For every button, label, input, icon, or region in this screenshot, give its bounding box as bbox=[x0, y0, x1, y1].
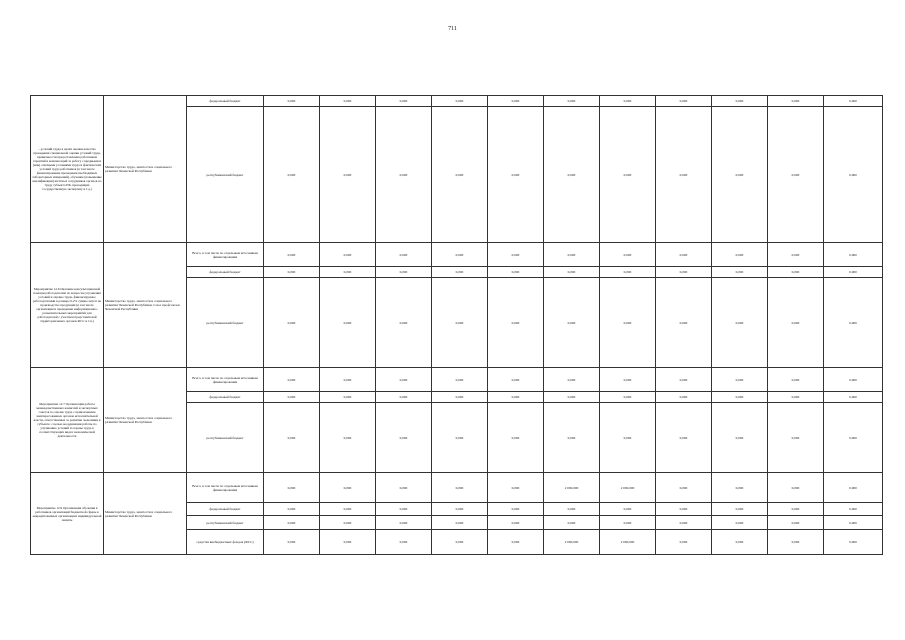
value-cell: 0,000 bbox=[544, 403, 600, 473]
value-cell: 0,000 bbox=[488, 403, 544, 473]
value-cell: 0,000 bbox=[600, 267, 656, 278]
value-cell: 0,000 bbox=[320, 368, 376, 392]
value-cell: 0,000 bbox=[264, 403, 320, 473]
value-cell: 0,000 bbox=[432, 530, 488, 555]
value-cell: 0,000 bbox=[712, 278, 768, 368]
value-cell: 2 000,000 bbox=[544, 473, 600, 503]
value-cell: 0,000 bbox=[656, 473, 712, 503]
value-cell: 0,000 bbox=[376, 243, 432, 267]
value-cell: 0,000 bbox=[432, 267, 488, 278]
value-cell: 0,000 bbox=[768, 107, 824, 243]
value-cell: 0,000 bbox=[712, 267, 768, 278]
value-cell: 0,000 bbox=[376, 403, 432, 473]
value-cell: 0,000 bbox=[320, 392, 376, 403]
value-cell: 0,000 bbox=[376, 516, 432, 530]
value-cell: 0,000 bbox=[432, 473, 488, 503]
value-cell: 0,000 bbox=[488, 392, 544, 403]
value-cell: 0,000 bbox=[712, 392, 768, 403]
value-cell: 0,000 bbox=[264, 392, 320, 403]
value-cell: 0,000 bbox=[264, 96, 320, 107]
value-cell: 0,000 bbox=[376, 503, 432, 516]
value-cell: 0,000 bbox=[376, 392, 432, 403]
value-cell: 0,000 bbox=[432, 392, 488, 403]
value-cell: 0,000 bbox=[656, 503, 712, 516]
value-cell: 0,000 bbox=[712, 516, 768, 530]
value-cell: 0,000 bbox=[600, 243, 656, 267]
value-cell: 0,000 bbox=[432, 503, 488, 516]
value-cell: 0,000 bbox=[544, 516, 600, 530]
event-cell: Мероприятие 12.7 Организация работы межведомственных комиссий и экспертных советов по охране труда с привлечением заинтересованных органов исполнительной власти, ответственных за развитие экономики в субъекте, с целью координации работы по улучшению условий и охраны труда в соответствующих видах экономической деятельности bbox=[31, 368, 104, 473]
value-cell: 0,000 bbox=[320, 516, 376, 530]
funding-source-cell: федеральный бюджет bbox=[187, 503, 264, 516]
value-cell: 0,000 bbox=[264, 530, 320, 555]
value-cell: 0,000 bbox=[824, 403, 883, 473]
budget-table-body bbox=[31, 96, 883, 555]
value-cell: 0,000 bbox=[768, 243, 824, 267]
value-cell: 0,000 bbox=[488, 243, 544, 267]
value-cell: 0,000 bbox=[824, 530, 883, 555]
value-cell: 2 000,000 bbox=[544, 530, 600, 555]
value-cell: 0,000 bbox=[768, 368, 824, 392]
value-cell: 0,000 bbox=[432, 107, 488, 243]
value-cell: 0,000 bbox=[432, 243, 488, 267]
value-cell: 0,000 bbox=[264, 503, 320, 516]
funding-source-cell: республиканский бюджет bbox=[187, 403, 264, 473]
table-row bbox=[31, 473, 883, 503]
value-cell: 0,000 bbox=[264, 243, 320, 267]
value-cell: 0,000 bbox=[768, 530, 824, 555]
value-cell: 0,000 bbox=[264, 368, 320, 392]
value-cell: 0,000 bbox=[712, 96, 768, 107]
value-cell: 0,000 bbox=[656, 96, 712, 107]
value-cell: 0,000 bbox=[600, 403, 656, 473]
value-cell: 0,000 bbox=[376, 96, 432, 107]
value-cell: 0,000 bbox=[376, 368, 432, 392]
executor-cell: Министерство труда, занятости и социального развития Чеченской Республики, Союз профсоюзов Чеченской Республики bbox=[104, 243, 187, 368]
value-cell: 0,000 bbox=[656, 267, 712, 278]
value-cell: 0,000 bbox=[320, 403, 376, 473]
value-cell: 0,000 bbox=[824, 516, 883, 530]
value-cell: 0,000 bbox=[488, 96, 544, 107]
value-cell: 0,000 bbox=[544, 368, 600, 392]
value-cell: 0,000 bbox=[768, 473, 824, 503]
value-cell: 0,000 bbox=[488, 530, 544, 555]
value-cell: 0,000 bbox=[600, 278, 656, 368]
value-cell: 0,000 bbox=[824, 278, 883, 368]
value-cell: 0,000 bbox=[544, 392, 600, 403]
value-cell: 0,000 bbox=[824, 96, 883, 107]
value-cell: 0,000 bbox=[712, 530, 768, 555]
value-cell: 0,000 bbox=[712, 368, 768, 392]
value-cell: 0,000 bbox=[320, 473, 376, 503]
value-cell: 0,000 bbox=[488, 503, 544, 516]
funding-source-cell: Всего, в том числе по отдельным источникам финансирования bbox=[187, 243, 264, 267]
value-cell: 0,000 bbox=[656, 516, 712, 530]
value-cell: 0,000 bbox=[656, 243, 712, 267]
value-cell: 0,000 bbox=[824, 267, 883, 278]
value-cell: 0,000 bbox=[544, 278, 600, 368]
value-cell: 0,000 bbox=[600, 392, 656, 403]
value-cell: 0,000 bbox=[376, 107, 432, 243]
value-cell: 0,000 bbox=[600, 96, 656, 107]
funding-source-cell: Всего, в том числе по отдельным источникам финансирования bbox=[187, 473, 264, 503]
executor-cell: Министерство труда, занятости и социального развития Чеченской Республики bbox=[104, 473, 187, 555]
value-cell: 0,000 bbox=[656, 530, 712, 555]
funding-source-cell: республиканский бюджет bbox=[187, 278, 264, 368]
value-cell: 0,000 bbox=[712, 473, 768, 503]
event-cell: Мероприятие 12.6 Оказание консультационной помощи работодателям по вопросам улучшения условий и охраны труда, финансируемое работодателями в размере 0,2% суммы затрат на производство продукции (в том числе организация и проведение информационно-разъяснительных мероприятий для работодателей с участием представителей территориальных органов ФСС и т.п.) bbox=[31, 243, 104, 368]
value-cell: 0,000 bbox=[488, 278, 544, 368]
executor-cell: Министерство труда, занятости и социального развития Чеченской Республики bbox=[104, 368, 187, 473]
value-cell: 0,000 bbox=[376, 530, 432, 555]
event-cell: ...условий труда в целях оценки качества проведения специальной оценки условий труда, правильности предоставления работникам гарантий и компенсаций за работу с вредными и (или) опасными условиями труда и фактических условий труда работников (в том числе финансирование проведения необходимых лабораторных измерений), обучение (повышение квалификации) штатных сотрудников органов по труду субъекта РФ, проводящих государственную экспертизу и т.д.) bbox=[31, 96, 104, 243]
value-cell: 0,000 bbox=[656, 403, 712, 473]
value-cell: 0,000 bbox=[768, 96, 824, 107]
value-cell: 0,000 bbox=[712, 243, 768, 267]
value-cell: 0,000 bbox=[432, 368, 488, 392]
value-cell: 0,000 bbox=[320, 96, 376, 107]
value-cell: 0,000 bbox=[768, 392, 824, 403]
value-cell: 0,000 bbox=[432, 516, 488, 530]
value-cell: 0,000 bbox=[488, 473, 544, 503]
funding-source-cell: федеральный бюджет bbox=[187, 267, 264, 278]
value-cell: 0,000 bbox=[488, 107, 544, 243]
value-cell: 0,000 bbox=[600, 368, 656, 392]
executor-cell: Министерство труда, занятости и социального развития Чеченской Республики bbox=[104, 96, 187, 243]
value-cell: 0,000 bbox=[544, 96, 600, 107]
value-cell: 0,000 bbox=[600, 516, 656, 530]
table-row bbox=[31, 96, 883, 107]
table-row bbox=[31, 368, 883, 392]
value-cell: 0,000 bbox=[768, 278, 824, 368]
value-cell: 0,000 bbox=[488, 516, 544, 530]
value-cell: 2 000,000 bbox=[600, 473, 656, 503]
value-cell: 0,000 bbox=[656, 392, 712, 403]
value-cell: 0,000 bbox=[768, 267, 824, 278]
value-cell: 0,000 bbox=[824, 107, 883, 243]
value-cell: 0,000 bbox=[656, 368, 712, 392]
value-cell: 0,000 bbox=[432, 278, 488, 368]
value-cell: 0,000 bbox=[320, 243, 376, 267]
value-cell: 0,000 bbox=[768, 403, 824, 473]
value-cell: 0,000 bbox=[264, 516, 320, 530]
value-cell: 0,000 bbox=[320, 107, 376, 243]
page-number: 711 bbox=[448, 26, 457, 32]
value-cell: 0,000 bbox=[544, 107, 600, 243]
value-cell: 0,000 bbox=[544, 243, 600, 267]
value-cell: 0,000 bbox=[264, 473, 320, 503]
value-cell: 0,000 bbox=[824, 473, 883, 503]
value-cell: 0,000 bbox=[544, 503, 600, 516]
funding-source-cell: федеральный бюджет bbox=[187, 96, 264, 107]
value-cell: 0,000 bbox=[824, 503, 883, 516]
funding-source-cell: федеральный бюджет bbox=[187, 392, 264, 403]
value-cell: 0,000 bbox=[824, 243, 883, 267]
funding-source-cell: средства внебюджетных фондов (ФСС) bbox=[187, 530, 264, 555]
value-cell: 0,000 bbox=[264, 107, 320, 243]
value-cell: 0,000 bbox=[320, 267, 376, 278]
value-cell: 0,000 bbox=[600, 107, 656, 243]
value-cell: 0,000 bbox=[768, 516, 824, 530]
value-cell: 0,000 bbox=[432, 96, 488, 107]
value-cell: 0,000 bbox=[768, 503, 824, 516]
value-cell: 0,000 bbox=[600, 503, 656, 516]
value-cell: 0,000 bbox=[712, 107, 768, 243]
value-cell: 0,000 bbox=[320, 530, 376, 555]
value-cell: 2 000,000 bbox=[600, 530, 656, 555]
value-cell: 0,000 bbox=[376, 267, 432, 278]
funding-source-cell: республиканский бюджет bbox=[187, 516, 264, 530]
value-cell: 0,000 bbox=[712, 503, 768, 516]
budget-table bbox=[30, 95, 883, 555]
value-cell: 0,000 bbox=[376, 473, 432, 503]
value-cell: 0,000 bbox=[824, 392, 883, 403]
value-cell: 0,000 bbox=[712, 403, 768, 473]
value-cell: 0,000 bbox=[656, 107, 712, 243]
value-cell: 0,000 bbox=[488, 368, 544, 392]
value-cell: 0,000 bbox=[264, 278, 320, 368]
funding-source-cell: республиканский бюджет bbox=[187, 107, 264, 243]
value-cell: 0,000 bbox=[432, 403, 488, 473]
event-cell: Мероприятие 12.9 Организация обучения в работников организаций бюджетной сферы в аккредитованных организациях индивидуальной защиты bbox=[31, 473, 104, 555]
table-row bbox=[31, 243, 883, 267]
value-cell: 0,000 bbox=[544, 267, 600, 278]
funding-source-cell: Всего, в том числе по отдельным источникам финансирования bbox=[187, 368, 264, 392]
value-cell: 0,000 bbox=[656, 278, 712, 368]
value-cell: 0,000 bbox=[320, 503, 376, 516]
value-cell: 0,000 bbox=[824, 368, 883, 392]
value-cell: 0,000 bbox=[320, 278, 376, 368]
value-cell: 0,000 bbox=[376, 278, 432, 368]
value-cell: 0,000 bbox=[264, 267, 320, 278]
value-cell: 0,000 bbox=[488, 267, 544, 278]
